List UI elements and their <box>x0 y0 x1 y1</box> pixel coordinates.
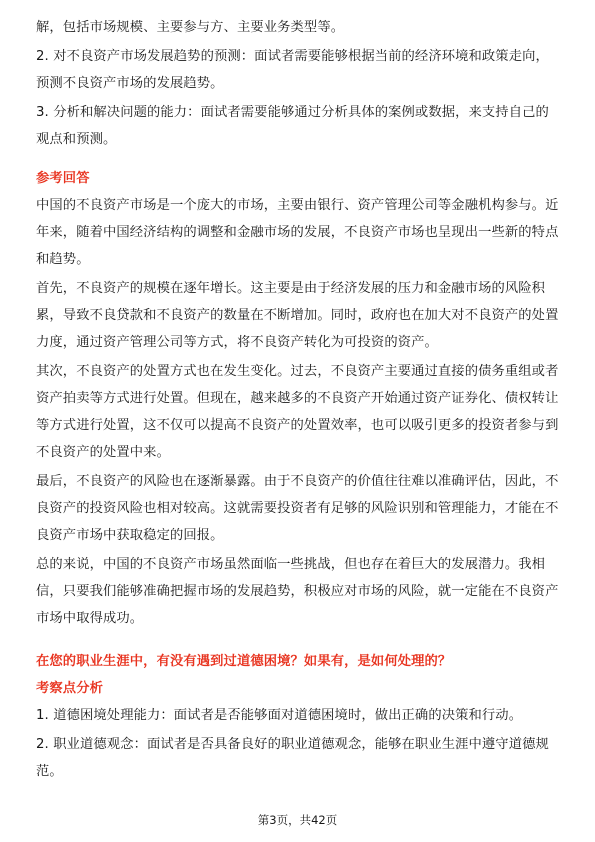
intro-line-1: 解，包括市场规模、主要参与方、主要业务类型等。 <box>36 20 345 35</box>
answer-paragraph-2: 首先，不良资产的规模在逐年增长。这主要是由于经济发展的压力和金融市场的风险积累，导致不良贷款和不良资产的数量在不断增加。同时，政府也在加大对不良资产的处置力度，通过资产管理公司等方式，将不良资产转化为可投资的资产。 <box>36 281 559 350</box>
reference-answer-heading: 参考回答 <box>36 171 90 186</box>
intro-point-3: 3. 分析和解决问题的能力：面试者需要能够通过分析具体的案例或数据，来支持自己的观点和预测。 <box>36 105 549 147</box>
question-title: 在您的职业生涯中，有没有遇到过道德困境？如果有，是如何处理的？ <box>36 654 452 669</box>
analysis-point-1: 1. 道德困境处理能力：面试者是否能够面对道德困境时，做出正确的决策和行动。 <box>36 708 523 723</box>
analysis-heading: 考察点分析 <box>36 681 103 696</box>
page-number-footer: 第3页，共42页 <box>257 813 338 827</box>
analysis-point-2: 2. 职业道德观念：面试者是否具备良好的职业道德观念，能够在职业生涯中遵守道德规范。 <box>36 737 549 779</box>
intro-point-2: 2. 对不良资产市场发展趋势的预测：面试者需要能够根据当前的经济环境和政策走向，预测不良资产市场的发展趋势。 <box>36 49 549 91</box>
answer-paragraph-4: 最后，不良资产的风险也在逐渐暴露。由于不良资产的价值往往难以准确评估，因此，不良资产的投资风险也相对较高。这就需要投资者有足够的风险识别和管理能力，才能在不良资产市场中获取稳定的回报。 <box>36 474 559 543</box>
answer-paragraph-1: 中国的不良资产市场是一个庞大的市场，主要由银行、资产管理公司等金融机构参与。近年来，随着中国经济结构的调整和金融市场的发展，不良资产市场也呈现出一些新的特点和趋势。 <box>36 198 559 267</box>
answer-paragraph-5: 总的来说，中国的不良资产市场虽然面临一些挑战，但也存在着巨大的发展潜力。我相信，只要我们能够准确把握市场的发展趋势，积极应对市场的风险，就一定能在不良资产市场中取得成功。 <box>36 557 559 626</box>
page-content <box>36 14 560 787</box>
answer-paragraph-3: 其次，不良资产的处置方式也在发生变化。过去，不良资产主要通过直接的债务重组或者资产拍卖等方式进行处置。但现在，越来越多的不良资产开始通过资产证券化、债权转让等方式进行处置，这不仅可以提高不良资产的处置效率，也可以吸引更多的投资者参与到不良资产的处置中来。 <box>36 364 559 460</box>
